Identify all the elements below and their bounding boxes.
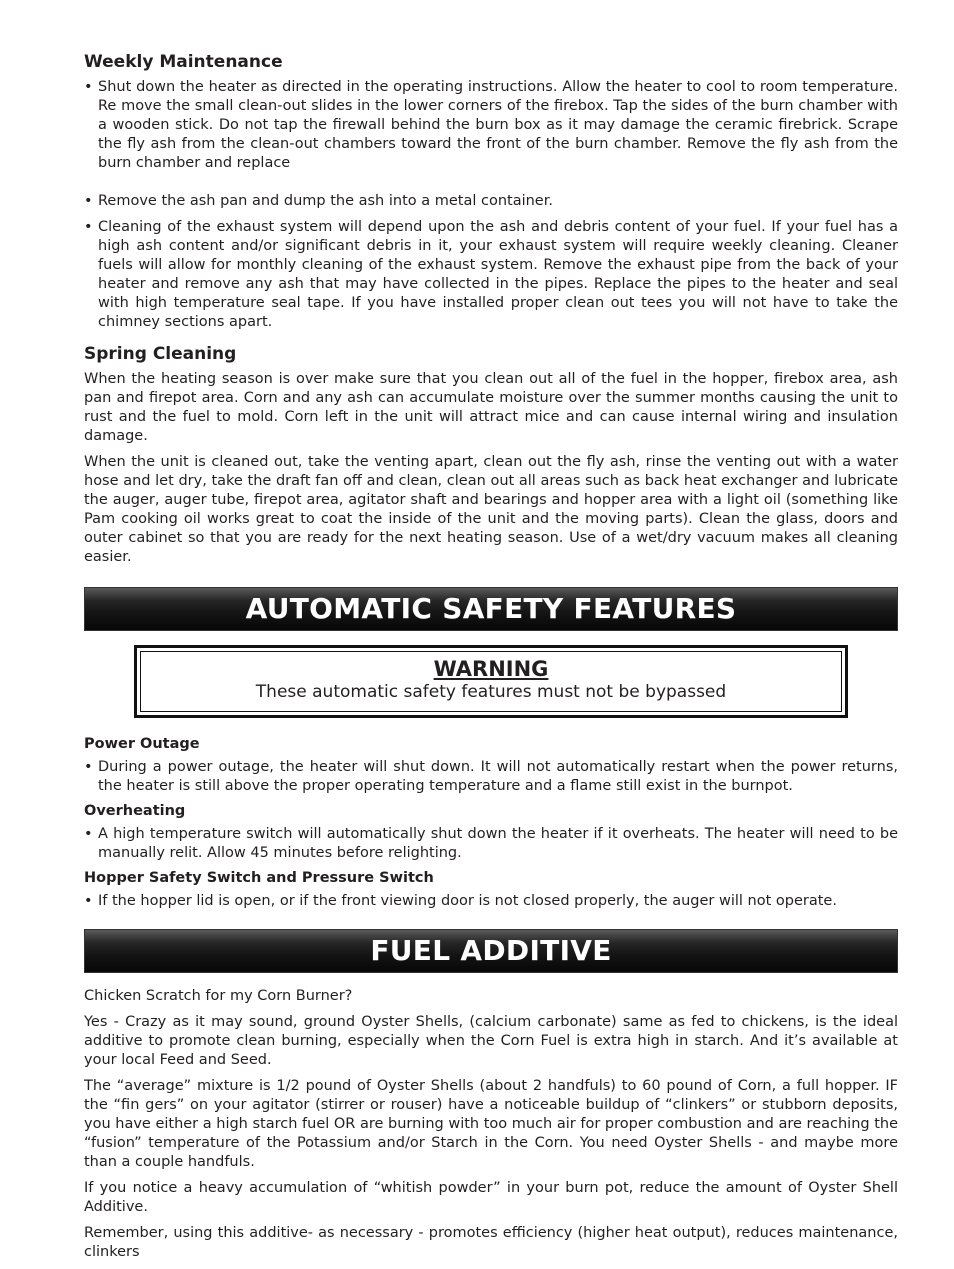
- power-outage-heading: Power Outage: [84, 736, 200, 752]
- overheating-heading: Overheating: [84, 803, 186, 819]
- fuel-paragraph-3: The “average” mixture is 1/2 pound of Oyster Shells (about 2 handfuls) to 60 pound of Corn, a full hopper. IF the “fin gers” on your agitator (stirrer or rouser) have a noticeable buildup of “clinkers” or stubborn deposits, you have either a high starch fuel OR are burning with too much air for proper combustion and are reaching the “fusion” temperature of the Potassium and/or Starch in the Corn. You need Oyster Shells - and maybe more than a couple handfuls.: [84, 1078, 898, 1170]
- warning-box: [134, 645, 848, 718]
- fuel-additive-banner: FUEL ADDITIVE: [84, 929, 898, 973]
- warning-text: These automatic safety features must not be bypassed: [255, 682, 727, 702]
- weekly-bullet-1: • Shut down the heater as directed in the operating instructions. Allow the heater to cool to room temperature. Re move the small clean-out slides in the lower corners of the firebox. Tap the sides of the burn chamber with a wooden stick. Do not tap the firewall behind the burn box as it may damage the ceramic firebrick. Scrape the fly ash from the clean-out chambers toward the front of the burn chamber. Remove the fly ash from the burn chamber and replace: [84, 78, 898, 173]
- manual-page: [84, 52, 898, 1269]
- spacer: [84, 180, 898, 192]
- fuel-paragraph-2: Yes - Crazy as it may sound, ground Oyster Shells, (calcium carbonate) same as fed to chickens, is the ideal additive to promote clean burning, especially when the Corn Fuel is extra high in starch. And it’s available at your local Feed and Seed.: [84, 1014, 898, 1068]
- safety-banner: AUTOMATIC SAFETY FEATURES: [84, 587, 898, 631]
- spring-paragraph-1: When the heating season is over make sure that you clean out all of the fuel in the hopper, firebox area, ash pan and firepot area. Corn and any ash can accumulate moisture over the summer months causing the unit to rust and the fuel to mold. Corn left in the unit will attract mice and can cause internal wiring and insulation damage.: [84, 371, 898, 444]
- hopper-switch-heading: Hopper Safety Switch and Pressure Switch: [84, 870, 434, 886]
- spring-paragraph-2: When the unit is cleaned out, take the venting apart, clean out the fly ash, rinse the venting out with a water hose and let dry, take the draft fan off and clean, clean out all areas such as back heat exchanger and lubricate the auger, auger tube, firepot area, agitator shaft and bearings and hopper area with a light oil (something like Pam cooking oil works great to coat the inside of the unit and the moving parts). Clean the glass, doors and outer cabinet so that you are ready for the next heating season. Use of a wet/dry vacuum makes all cleaning easier.: [84, 454, 898, 565]
- weekly-maintenance-heading: Weekly Maintenance: [84, 52, 283, 72]
- fuel-paragraph-1: Chicken Scratch for my Corn Burner?: [84, 988, 353, 1004]
- weekly-bullet-2: • Remove the ash pan and dump the ash into a metal container.: [84, 192, 898, 211]
- fuel-paragraph-4: If you notice a heavy accumulation of “whitish powder” in your burn pot, reduce the amount of Oyster Shell Additive.: [84, 1180, 898, 1215]
- weekly-bullet-3: • Cleaning of the exhaust system will depend upon the ash and debris content of your fuel. If your fuel has a high ash content and/or significant debris in it, your exhaust system will require weekly cleaning. Cleaner fuels will allow for monthly cleaning of the exhaust system. Remove the exhaust pipe from the back of your heater and remove any ash that may have collected in the pipes. Replace the pipes to the heater and seal with high temperature seal tape. If you have installed proper clean out tees you will not have to take the chimney sections apart.: [84, 218, 898, 332]
- warning-title: WARNING: [433, 657, 549, 681]
- fuel-paragraph-5: Remember, using this additive- as necessary - promotes efficiency (higher heat output), reduces maintenance, clinkers: [84, 1225, 898, 1260]
- overheating-bullet: • A high temperature switch will automatically shut down the heater if it overheats. The heater will need to be manually relit. Allow 45 minutes before relighting.: [84, 825, 898, 863]
- hopper-switch-bullet: • If the hopper lid is open, or if the front viewing door is not closed properly, the auger will not operate.: [84, 892, 898, 911]
- warning-box-inner: [140, 651, 842, 712]
- spring-cleaning-heading: Spring Cleaning: [84, 344, 237, 364]
- power-outage-bullet: • During a power outage, the heater will shut down. It will not automatically restart when the power returns, the heater is still above the proper operating temperature and a flame still exist in the burnpot.: [84, 758, 898, 796]
